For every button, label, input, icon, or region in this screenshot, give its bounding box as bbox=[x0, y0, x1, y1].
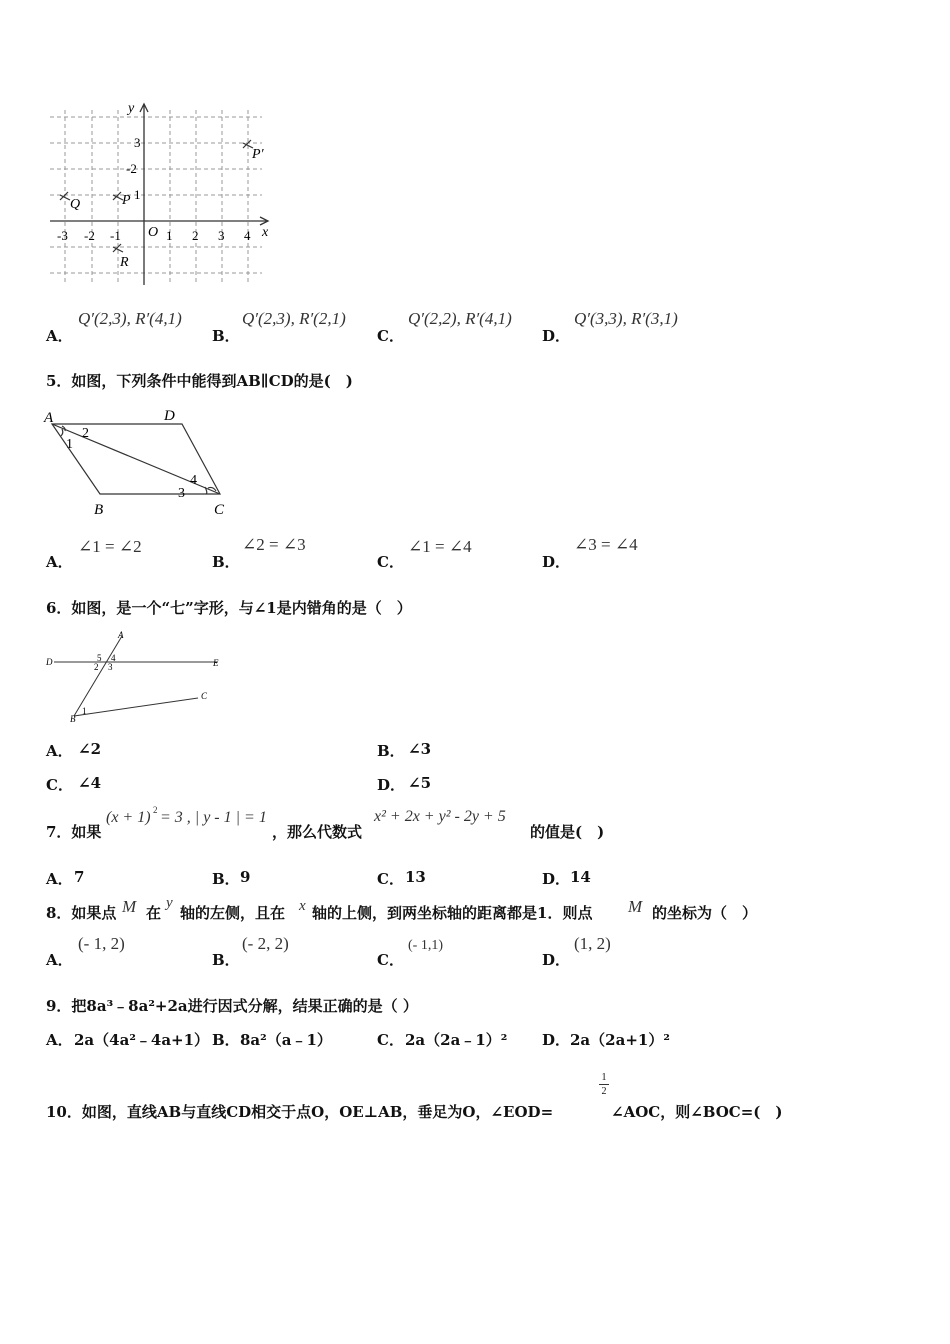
q5-option-d-text[interactable]: ∠3 = ∠4 bbox=[574, 535, 638, 554]
q9-option-b-letter[interactable]: B． bbox=[212, 1031, 240, 1049]
q4-coordinate-figure bbox=[40, 100, 280, 290]
q8-x-axis: x bbox=[299, 898, 306, 914]
q4-option-c-letter[interactable]: C． bbox=[377, 327, 404, 345]
q8-text-1: 8．如果点 bbox=[46, 904, 117, 922]
q4-y-tick: 1 bbox=[134, 187, 141, 202]
q5-option-a-text[interactable]: ∠1 = ∠2 bbox=[78, 537, 142, 556]
q9-option-c-letter[interactable]: C． bbox=[377, 1031, 404, 1049]
q4-point-q-label: Q bbox=[70, 197, 81, 212]
q9-option-a-text[interactable]: 2a（4a²﹣4a+1） bbox=[74, 1031, 210, 1049]
q5-label-d: D bbox=[164, 408, 175, 424]
q6-seven-shape-figure bbox=[40, 628, 230, 728]
q4-x-tick: 3 bbox=[218, 228, 225, 243]
q6-option-b-letter[interactable]: B． bbox=[377, 742, 405, 760]
q4-grid bbox=[50, 110, 262, 285]
q7-condition-2: = 3 , | y - 1 | = 1 bbox=[160, 809, 267, 826]
q8-option-d-letter[interactable]: D． bbox=[542, 951, 571, 969]
q8-text-2: 在 bbox=[146, 904, 162, 922]
q4-option-b-letter[interactable]: B． bbox=[212, 327, 240, 345]
q5-label-angle-4: 4 bbox=[190, 473, 197, 488]
q6-label-5: 5 bbox=[97, 653, 102, 663]
q4-option-d-text[interactable]: Q′(3,3), R′(3,1) bbox=[574, 309, 678, 328]
q4-point-r-label: R bbox=[120, 255, 129, 270]
q4-origin-label: O bbox=[148, 225, 159, 240]
q5-stem: 5．如图，下列条件中能得到AB∥CD的是( ) bbox=[46, 372, 353, 390]
q5-option-b-letter[interactable]: B． bbox=[212, 553, 240, 571]
q9-option-a-letter[interactable]: A． bbox=[46, 1031, 73, 1049]
q6-option-c-letter[interactable]: C． bbox=[46, 776, 73, 794]
q8-option-a-letter[interactable]: A． bbox=[46, 951, 73, 969]
q7-option-a-text[interactable]: 7 bbox=[74, 868, 85, 886]
q6-label-4: 4 bbox=[111, 653, 116, 663]
q8-point-m-2: M bbox=[628, 897, 643, 916]
q8-option-b-letter[interactable]: B． bbox=[212, 951, 240, 969]
q4-option-a-letter[interactable]: A． bbox=[46, 327, 73, 345]
q6-option-a-text[interactable]: ∠2 bbox=[78, 740, 102, 758]
q5-option-a-letter[interactable]: A． bbox=[46, 553, 73, 571]
q8-option-d-text[interactable]: (1, 2) bbox=[574, 934, 611, 953]
q8-option-b-text[interactable]: (- 2, 2) bbox=[242, 934, 289, 953]
q4-x-tick: -3 bbox=[57, 228, 68, 243]
q8-text-5: 的坐标为（ ） bbox=[652, 904, 758, 922]
q7-option-b-text[interactable]: 9 bbox=[240, 868, 251, 886]
q5-option-c-text[interactable]: ∠1 = ∠4 bbox=[408, 537, 472, 556]
q6-label-3: 3 bbox=[108, 662, 113, 672]
q6-label-c: C bbox=[201, 691, 208, 701]
q9-option-d-letter[interactable]: D． bbox=[542, 1031, 571, 1049]
q8-y-axis: y bbox=[166, 895, 173, 911]
q4-option-a-text[interactable]: Q′(2,3), R′(4,1) bbox=[78, 309, 182, 328]
q9-option-c-text[interactable]: 2a（2a﹣1）² bbox=[405, 1031, 508, 1049]
q6-option-c-text[interactable]: ∠4 bbox=[78, 774, 102, 792]
q5-option-c-letter[interactable]: C． bbox=[377, 553, 404, 571]
q6-option-a-letter[interactable]: A． bbox=[46, 742, 73, 760]
q7-option-d-letter[interactable]: D． bbox=[542, 870, 571, 888]
q8-text-4: 轴的上侧，到两坐标轴的距离都是1．则点 bbox=[312, 904, 593, 922]
q6-label-b: B bbox=[70, 714, 76, 724]
q7-expression: x² + 2x + y² - 2y + 5 bbox=[374, 808, 506, 825]
q8-option-a-text[interactable]: (- 1, 2) bbox=[78, 934, 125, 953]
q6-label-e: E bbox=[213, 658, 219, 668]
q4-x-tick: -2 bbox=[84, 228, 95, 243]
q9-stem: 9．把8a³﹣8a²+2a进行因式分解，结果正确的是（ ） bbox=[46, 997, 418, 1015]
q5-label-b: B bbox=[94, 502, 104, 518]
q6-label-a: A bbox=[118, 630, 124, 640]
q8-option-c-text[interactable]: (- 1,1) bbox=[408, 938, 443, 953]
q4-x-tick: 4 bbox=[244, 228, 251, 243]
q10-fraction-numerator: 1 bbox=[601, 1072, 607, 1083]
q10-stem-part-2: ∠AOC，则∠BOC=( ) bbox=[611, 1103, 783, 1121]
q7-prefix: 7．如果 bbox=[46, 823, 102, 841]
q4-option-b-text[interactable]: Q′(2,3), R′(2,1) bbox=[242, 309, 346, 328]
q7-option-a-letter[interactable]: A． bbox=[46, 870, 73, 888]
q4-y-tick: 3 bbox=[134, 135, 141, 150]
q5-option-d-letter[interactable]: D． bbox=[542, 553, 571, 571]
q10-stem-part-1: 10．如图，直线AB与直线CD相交于点O，OE⊥AB，垂足为O，∠EOD= bbox=[46, 1103, 554, 1121]
q8-option-c-letter[interactable]: C． bbox=[377, 951, 404, 969]
q6-option-d-letter[interactable]: D． bbox=[377, 776, 406, 794]
q4-x-tick: -1 bbox=[110, 228, 121, 243]
q4-y-ticks bbox=[126, 135, 141, 202]
q7-option-d-text[interactable]: 14 bbox=[570, 868, 591, 886]
q7-option-c-letter[interactable]: C． bbox=[377, 870, 404, 888]
q7-suffix: 的值是( ) bbox=[530, 823, 605, 841]
q4-point-p-label: P bbox=[122, 193, 131, 208]
q4-y-label: y bbox=[128, 101, 135, 116]
q7-condition-1: (x + 1) bbox=[106, 809, 151, 826]
q4-option-d-letter[interactable]: D． bbox=[542, 327, 571, 345]
q5-label-angle-3: 3 bbox=[178, 486, 185, 501]
q7-option-b-letter[interactable]: B． bbox=[212, 870, 240, 888]
q10-fraction-bar bbox=[599, 1084, 609, 1085]
q8-point-m: M bbox=[122, 897, 137, 916]
q5-label-angle-1: 1 bbox=[66, 437, 73, 452]
q7-middle: ，那么代数式 bbox=[272, 823, 363, 841]
q6-label-2: 2 bbox=[94, 662, 99, 672]
q6-label-1: 1 bbox=[82, 706, 87, 716]
q5-parallelogram-figure bbox=[40, 402, 240, 520]
q9-option-d-text[interactable]: 2a（2a+1）² bbox=[570, 1031, 670, 1049]
q6-label-d: D bbox=[46, 657, 53, 667]
q10-fraction bbox=[597, 1072, 611, 1097]
q5-option-b-text[interactable]: ∠2 = ∠3 bbox=[242, 535, 306, 554]
q5-label-a: A bbox=[44, 410, 54, 426]
q5-label-c: C bbox=[214, 502, 225, 518]
q4-option-c-text[interactable]: Q′(2,2), R′(4,1) bbox=[408, 309, 512, 328]
q6-option-b-text[interactable]: ∠3 bbox=[408, 740, 432, 758]
q4-x-tick: 2 bbox=[192, 228, 199, 243]
q7-condition-1-exponent: 2 bbox=[153, 805, 158, 815]
q6-stem: 6．如图，是一个“七”字形，与∠1是内错角的是（ ） bbox=[46, 599, 412, 617]
q8-text-3: 轴的左侧，且在 bbox=[180, 904, 286, 922]
q4-point-p-prime-label: P′ bbox=[252, 147, 264, 162]
q4-x-tick: 1 bbox=[166, 228, 173, 243]
q4-y-tick: -2 bbox=[126, 161, 137, 176]
q4-x-label: x bbox=[262, 225, 269, 240]
q6-option-d-text[interactable]: ∠5 bbox=[408, 774, 432, 792]
q7-option-c-text[interactable]: 13 bbox=[405, 868, 426, 886]
q10-fraction-denominator: 2 bbox=[601, 1086, 607, 1097]
q5-label-angle-2: 2 bbox=[82, 426, 89, 441]
q9-option-b-text[interactable]: 8a²（a﹣1） bbox=[240, 1031, 332, 1049]
